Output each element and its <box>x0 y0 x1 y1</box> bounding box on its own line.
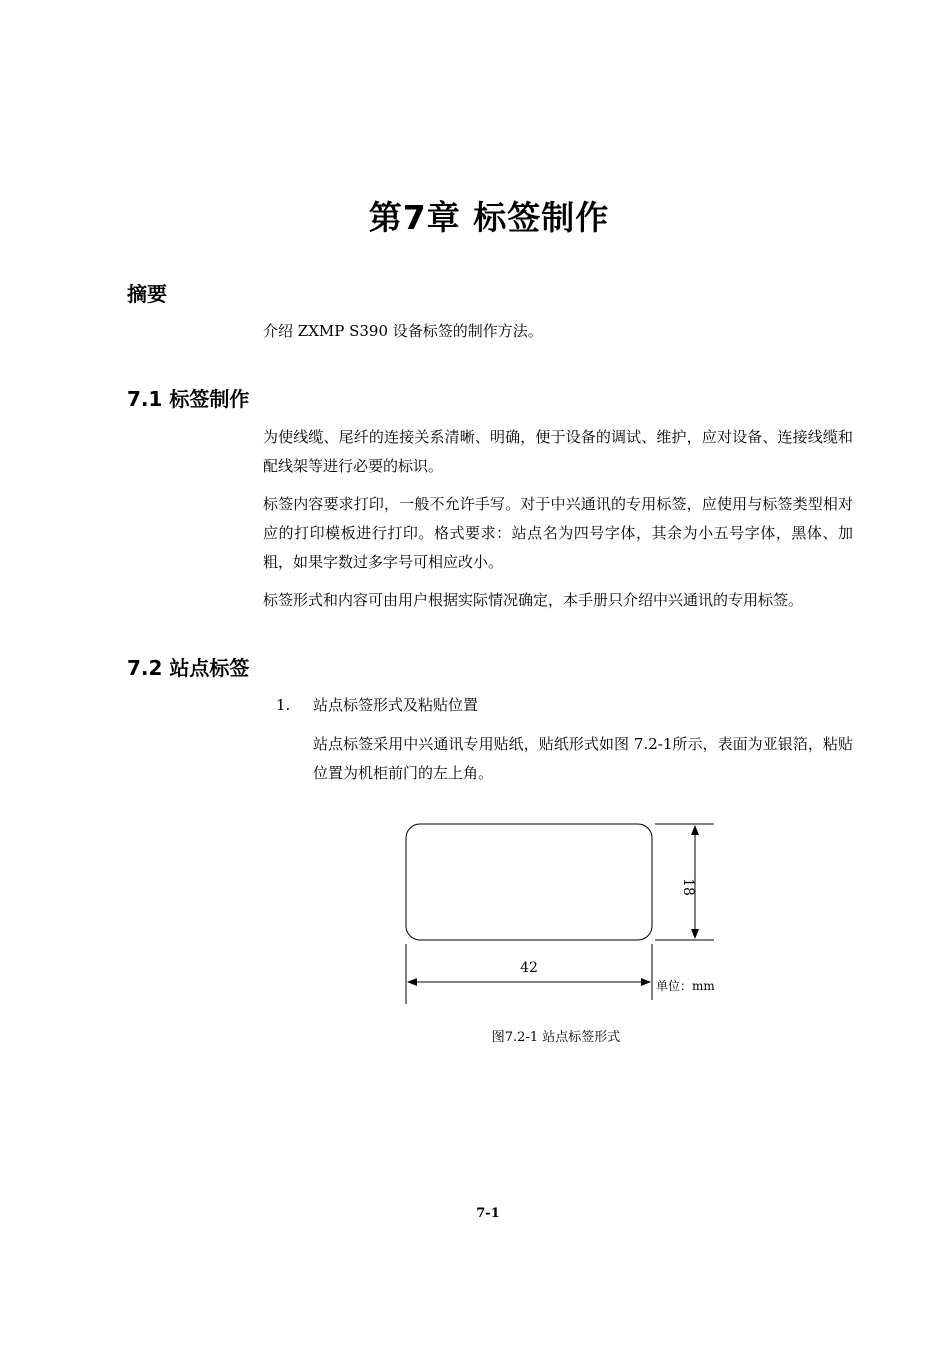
section-7-1-heading: 7.1 标签制作 <box>127 387 250 411</box>
list-item-number: 1. <box>276 696 291 714</box>
height-label: 18 <box>680 878 696 896</box>
section-7-1-para-2: 标签内容要求打印，一般不允许手写。对于中兴通讯的专用标签，应使用与标签类型相对应的打印模板进行打印。格式要求：站点名为四号字体，其余为小五号字体，黑体、加粗，如果字数过多字号可相应改小。 <box>263 495 853 571</box>
page-number: 7-1 <box>476 1206 500 1221</box>
section-7-1-para-3: 标签形式和内容可由用户根据实际情况确定，本手册只介绍中兴通讯的专用标签。 <box>263 591 804 609</box>
list-item-title: 站点标签形式及粘贴位置 <box>313 696 479 714</box>
list-item-text: 站点标签采用中兴通讯专用贴纸，贴纸形式如图 7.2-1所示，表面为亚银箔，粘贴位置为机柜前门的左上角。 <box>313 735 853 782</box>
unit-label: 单位：mm <box>656 979 715 993</box>
section-7-2-heading: 7.2 站点标签 <box>127 656 250 680</box>
width-label: 42 <box>520 960 538 976</box>
label-outline <box>406 824 652 940</box>
section-7-1-para-1: 为使线缆、尾纤的连接关系清晰、明确，便于设备的调试、维护，应对设备、连接线缆和配线架等进行必要的标识。 <box>263 428 853 475</box>
figure-caption: 图7.2-1 站点标签形式 <box>491 1030 621 1045</box>
abstract-text: 介绍 ZXMP S390 设备标签的制作方法。 <box>263 322 543 340</box>
abstract-heading: 摘要 <box>127 282 167 306</box>
chapter-title: 第7章 标签制作 <box>368 198 610 237</box>
